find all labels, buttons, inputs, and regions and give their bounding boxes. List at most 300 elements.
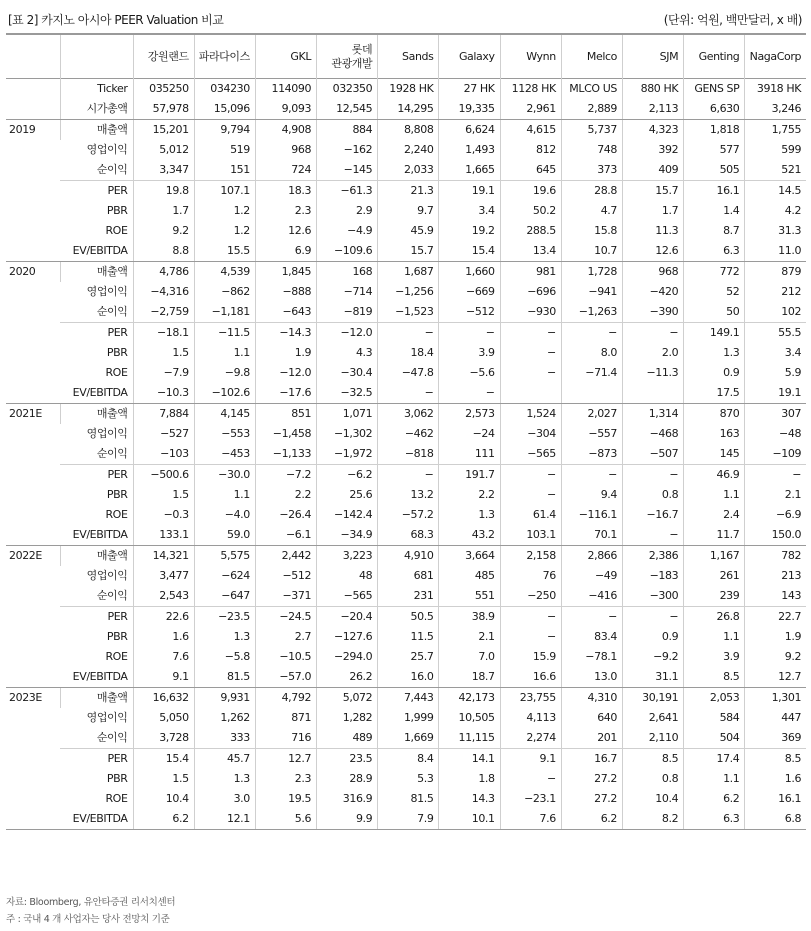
table-cell: 15.4 [133, 749, 194, 770]
table-row [6, 404, 806, 425]
table-cell: 1.3 [194, 769, 255, 789]
table-cell: −643 [255, 302, 316, 323]
year-label: 2021E [6, 404, 60, 546]
table-cell: − [500, 769, 561, 789]
row-label: PBR [106, 204, 128, 217]
table-cell: 145 [684, 444, 745, 465]
table-cell: 1,755 [745, 120, 806, 141]
table-cell: − [378, 323, 439, 344]
table-cell: 13.2 [378, 485, 439, 505]
column-header [255, 35, 316, 79]
table-cell: 57,978 [133, 99, 194, 120]
table-cell: −61.3 [317, 181, 378, 202]
table-cell: −507 [623, 444, 684, 465]
table-cell: 2.4 [684, 505, 745, 525]
table-cell: 584 [684, 708, 745, 728]
table-cell: 23,755 [500, 688, 561, 709]
table-cell: −250 [500, 586, 561, 607]
table-cell: −6.2 [317, 465, 378, 486]
table-cell: 28.8 [561, 181, 622, 202]
table-cell: 1,301 [745, 688, 806, 709]
row-label: PER [107, 752, 128, 765]
table-cell: 1.5 [133, 485, 194, 505]
table-cell: 151 [194, 160, 255, 181]
table-row [6, 201, 806, 221]
table-cell: − [500, 465, 561, 486]
table-cell: 2,113 [623, 99, 684, 120]
table-cell: − [500, 627, 561, 647]
table-cell: 18.4 [378, 343, 439, 363]
row-label: PBR [106, 772, 128, 785]
table-cell: 0.9 [623, 627, 684, 647]
table-cell: 43.2 [439, 525, 500, 546]
table-cell: 6,630 [684, 99, 745, 120]
table-cell: 681 [378, 566, 439, 586]
table-cell: 2.2 [255, 485, 316, 505]
table-cell: 2,442 [255, 546, 316, 567]
table-cell: 12.6 [255, 221, 316, 241]
table-cell: 3,246 [745, 99, 806, 120]
table-cell: 1,665 [439, 160, 500, 181]
table-cell: 1.2 [194, 201, 255, 221]
table-cell: 19.2 [439, 221, 500, 241]
row-label: ROE [105, 650, 128, 663]
table-cell: 12.7 [745, 667, 806, 688]
table-cell: −16.7 [623, 505, 684, 525]
table-row [6, 607, 806, 628]
table-cell: 3,223 [317, 546, 378, 567]
table-cell: 521 [745, 160, 806, 181]
table-cell: −14.3 [255, 323, 316, 344]
year-blank [6, 79, 60, 100]
row-label: PER [107, 610, 128, 623]
table-cell: 14,295 [378, 99, 439, 120]
table-cell: 52 [684, 282, 745, 302]
table-cell: 11.5 [378, 627, 439, 647]
row-label: 영업이익 [86, 711, 128, 724]
table-cell: −371 [255, 586, 316, 607]
table-row [6, 343, 806, 363]
row-label: PBR [106, 488, 128, 501]
table-cell: −553 [194, 424, 255, 444]
column-header [684, 35, 745, 79]
table-cell: 4.3 [317, 343, 378, 363]
table-cell: −1,263 [561, 302, 622, 323]
table-cell: −116.1 [561, 505, 622, 525]
table-cell: 3,664 [439, 546, 500, 567]
table-cell: −162 [317, 140, 378, 160]
table-cell: 716 [255, 728, 316, 749]
table-cell: − [745, 465, 806, 486]
table-cell: 14.5 [745, 181, 806, 202]
table-cell: −20.4 [317, 607, 378, 628]
table-cell: − [500, 343, 561, 363]
table-cell: 772 [684, 262, 745, 283]
table-row [6, 160, 806, 181]
table-title-bar [6, 9, 806, 29]
table-cell: −142.4 [317, 505, 378, 525]
table-cell: − [623, 465, 684, 486]
table-cell: −873 [561, 444, 622, 465]
row-label: EV/EBITDA [60, 525, 133, 546]
table-cell: 28.9 [317, 769, 378, 789]
column-header-text: Genting [698, 49, 740, 63]
table-cell: 16.6 [500, 667, 561, 688]
table-cell: 4,310 [561, 688, 622, 709]
table-cell: 3,728 [133, 728, 194, 749]
table-cell: 748 [561, 140, 622, 160]
table-cell: 15.7 [623, 181, 684, 202]
table-cell: − [439, 383, 500, 404]
table-cell: 8.0 [561, 343, 622, 363]
table-cell: 31.1 [623, 667, 684, 688]
table-cell: 15.9 [500, 647, 561, 667]
table-cell: 212 [745, 282, 806, 302]
table-cell: 1.3 [439, 505, 500, 525]
table-cell: 149.1 [684, 323, 745, 344]
table-cell: 9,794 [194, 120, 255, 141]
table-cell: 9,931 [194, 688, 255, 709]
table-cell: 12.1 [194, 809, 255, 830]
table-row [6, 647, 806, 667]
column-header [317, 35, 378, 79]
row-label: EV/EBITDA [60, 383, 133, 404]
table-row [6, 262, 806, 283]
year-label: 2020 [6, 262, 60, 404]
table-cell: −1,458 [255, 424, 316, 444]
table-cell: −294.0 [317, 647, 378, 667]
table-cell: 316.9 [317, 789, 378, 809]
table-cell: 27 HK [439, 79, 500, 100]
table-cell: 0.8 [623, 485, 684, 505]
table-cell: 13.4 [500, 241, 561, 262]
table-cell: 1,999 [378, 708, 439, 728]
table-cell: 13.0 [561, 667, 622, 688]
row-label: 순이익 [60, 160, 133, 181]
table-cell: 3.0 [194, 789, 255, 809]
table-row [6, 546, 806, 567]
table-cell: 23.5 [317, 749, 378, 770]
row-label: 시가총액 [60, 99, 133, 120]
table-cell: 9.7 [378, 201, 439, 221]
table-cell: −5.8 [194, 647, 255, 667]
table-cell: 19.6 [500, 181, 561, 202]
table-cell: 1,669 [378, 728, 439, 749]
table-cell: − [623, 607, 684, 628]
table-cell: 9.2 [133, 221, 194, 241]
table-cell: 1,262 [194, 708, 255, 728]
table-cell: 213 [745, 566, 806, 586]
table-cell: 3918 HK [745, 79, 806, 100]
table-cell: 19,335 [439, 99, 500, 120]
table-cell: 645 [500, 160, 561, 181]
table-cell: 76 [500, 566, 561, 586]
table-cell: 851 [255, 404, 316, 425]
table-cell: 16,632 [133, 688, 194, 709]
column-header [500, 35, 561, 79]
table-cell: 1928 HK [378, 79, 439, 100]
table-cell: 7,443 [378, 688, 439, 709]
table-cell: 8.2 [623, 809, 684, 830]
table-cell: 1.1 [194, 485, 255, 505]
table-cell: 812 [500, 140, 561, 160]
table-row [6, 809, 806, 830]
table-row [6, 749, 806, 770]
table-cell: 871 [255, 708, 316, 728]
table-cell: 10.4 [133, 789, 194, 809]
table-cell: −17.6 [255, 383, 316, 404]
row-label: 매출액 [60, 404, 133, 425]
column-header-text: 강원랜드 [147, 49, 189, 63]
table-title: [표 2] 카지노 아시아 PEER Valuation 비교 [8, 13, 224, 27]
table-cell: 504 [684, 728, 745, 749]
table-cell: − [561, 607, 622, 628]
table-cell: 2,866 [561, 546, 622, 567]
table-cell: 1128 HK [500, 79, 561, 100]
table-cell: 46.9 [684, 465, 745, 486]
table-row [6, 181, 806, 202]
table-cell: 1.1 [684, 769, 745, 789]
table-cell [623, 383, 684, 404]
table-cell: −0.3 [133, 505, 194, 525]
table-cell: 6.2 [684, 789, 745, 809]
table-cell: −714 [317, 282, 378, 302]
table-cell: 8.5 [684, 667, 745, 688]
row-label: 순이익 [60, 302, 133, 323]
table-cell: −11.3 [623, 363, 684, 383]
table-cell: 2.0 [623, 343, 684, 363]
table-cell: −4.0 [194, 505, 255, 525]
table-cell: −6.9 [745, 505, 806, 525]
table-cell: 2,053 [684, 688, 745, 709]
table-cell: −512 [255, 566, 316, 586]
table-cell: 1.2 [194, 221, 255, 241]
table-cell: − [561, 465, 622, 486]
table-cell: 1.5 [133, 769, 194, 789]
table-cell: 724 [255, 160, 316, 181]
table-cell: 034230 [194, 79, 255, 100]
column-header-text: GKL [290, 49, 312, 63]
table-cell: −7.2 [255, 465, 316, 486]
table-cell: 3.4 [439, 201, 500, 221]
year-blank [6, 99, 60, 120]
row-label: 매출액 [60, 546, 133, 567]
table-cell: −10.3 [133, 383, 194, 404]
table-cell: 9,093 [255, 99, 316, 120]
table-cell: 25.7 [378, 647, 439, 667]
table-cell: 485 [439, 566, 500, 586]
table-cell: 19.1 [745, 383, 806, 404]
table-cell: −862 [194, 282, 255, 302]
table-cell: 45.9 [378, 221, 439, 241]
row-label: Ticker [60, 79, 133, 100]
source-note: 자료: Bloomberg, 유안타증권 리서치센터 [6, 897, 176, 908]
table-cell: 12,545 [317, 99, 378, 120]
table-cell: 12.6 [623, 241, 684, 262]
table-cell: 4,792 [255, 688, 316, 709]
table-cell: 2.3 [255, 769, 316, 789]
table-row [6, 424, 806, 444]
table-cell: 163 [684, 424, 745, 444]
column-header [194, 35, 255, 79]
table-cell: 22.6 [133, 607, 194, 628]
table-cell: 5,050 [133, 708, 194, 728]
table-cell: −696 [500, 282, 561, 302]
table-cell: 10.1 [439, 809, 500, 830]
table-cell: 70.1 [561, 525, 622, 546]
table-row [6, 323, 806, 344]
table-cell: 7.0 [439, 647, 500, 667]
column-header [623, 35, 684, 79]
table-cell: 50 [684, 302, 745, 323]
table-cell: 2.2 [439, 485, 500, 505]
table-cell: −647 [194, 586, 255, 607]
column-header [133, 35, 194, 79]
table-cell: −1,256 [378, 282, 439, 302]
table-cell: 1,660 [439, 262, 500, 283]
table-cell: 21.3 [378, 181, 439, 202]
table-cell: −1,972 [317, 444, 378, 465]
row-label: 매출액 [60, 262, 133, 283]
table-cell: 15.8 [561, 221, 622, 241]
table-cell: 10.7 [561, 241, 622, 262]
table-cell: 45.7 [194, 749, 255, 770]
table-cell: 5,737 [561, 120, 622, 141]
table-cell: 2.9 [317, 201, 378, 221]
table-cell: 1.1 [194, 343, 255, 363]
table-cell: 1.4 [684, 201, 745, 221]
table-cell: 9.9 [317, 809, 378, 830]
table-cell: −9.8 [194, 363, 255, 383]
table-row [6, 120, 806, 141]
table-cell: 25.6 [317, 485, 378, 505]
table-cell: 1,282 [317, 708, 378, 728]
row-label: 영업이익 [86, 569, 128, 582]
table-cell: −527 [133, 424, 194, 444]
table-row [6, 465, 806, 486]
table-cell: −1,523 [378, 302, 439, 323]
table-cell: 333 [194, 728, 255, 749]
row-label: 매출액 [60, 688, 133, 709]
table-cell: 231 [378, 586, 439, 607]
table-row [6, 363, 806, 383]
table-cell: −300 [623, 586, 684, 607]
table-cell: 1.6 [133, 627, 194, 647]
table-cell: − [500, 363, 561, 383]
table-cell: 15.4 [439, 241, 500, 262]
table-cell: 3.9 [684, 647, 745, 667]
table-cell: 30,191 [623, 688, 684, 709]
table-cell: 4,908 [255, 120, 316, 141]
table-cell: 2,158 [500, 546, 561, 567]
row-label: EV/EBITDA [60, 667, 133, 688]
column-header [561, 35, 622, 79]
table-row [6, 586, 806, 607]
table-cell: −30.0 [194, 465, 255, 486]
table-cell: −12.0 [317, 323, 378, 344]
table-cell: 6.2 [561, 809, 622, 830]
table-cell: 577 [684, 140, 745, 160]
row-label: 순이익 [60, 586, 133, 607]
table-cell: − [378, 465, 439, 486]
row-label: 순이익 [60, 444, 133, 465]
year-label: 2023E [6, 688, 60, 830]
footnote: 주 : 국내 4 개 사업자는 당사 전망치 기준 [6, 914, 170, 925]
column-header-text: Wynn [526, 49, 556, 63]
table-cell: −109 [745, 444, 806, 465]
table-cell: 2,033 [378, 160, 439, 181]
table-cell: 1,071 [317, 404, 378, 425]
table-cell: 6,624 [439, 120, 500, 141]
table-cell: 201 [561, 728, 622, 749]
table-cell: −930 [500, 302, 561, 323]
table-cell: 81.5 [194, 667, 255, 688]
table-cell: 1.5 [133, 343, 194, 363]
table-cell: 8,808 [378, 120, 439, 141]
table-cell: 1.3 [684, 343, 745, 363]
table-cell: 5,575 [194, 546, 255, 567]
table-cell: 519 [194, 140, 255, 160]
table-cell: 870 [684, 404, 745, 425]
table-cell: 1.1 [684, 627, 745, 647]
table-cell: 032350 [317, 79, 378, 100]
table-cell: −420 [623, 282, 684, 302]
row-label: ROE [105, 366, 128, 379]
table-cell: −1,181 [194, 302, 255, 323]
table-cell: 782 [745, 546, 806, 567]
table-cell: 19.1 [439, 181, 500, 202]
table-cell: −941 [561, 282, 622, 302]
table-cell: −78.1 [561, 647, 622, 667]
table-cell: 14.3 [439, 789, 500, 809]
column-header-text: 관광개발 [331, 56, 373, 70]
table-cell: 27.2 [561, 769, 622, 789]
header-blank [60, 35, 133, 79]
column-header [439, 35, 500, 79]
column-header-text: 롯데 [351, 42, 373, 56]
table-cell: 2,386 [623, 546, 684, 567]
table-cell: 0.8 [623, 769, 684, 789]
table-cell: 3.9 [439, 343, 500, 363]
table-cell: −32.5 [317, 383, 378, 404]
year-label: 2022E [6, 546, 60, 688]
table-cell: 26.2 [317, 667, 378, 688]
table-cell: 2,240 [378, 140, 439, 160]
table-cell: 59.0 [194, 525, 255, 546]
table-cell: 1,728 [561, 262, 622, 283]
row-label: 순이익 [60, 728, 133, 749]
table-cell: 19.5 [255, 789, 316, 809]
table-cell: 1.9 [745, 627, 806, 647]
table-cell: 10,505 [439, 708, 500, 728]
table-cell: 50.2 [500, 201, 561, 221]
table-cell: − [561, 323, 622, 344]
table-cell: −11.5 [194, 323, 255, 344]
table-cell: −127.6 [317, 627, 378, 647]
table-cell: − [500, 607, 561, 628]
row-label: 영업이익 [86, 143, 128, 156]
table-cell: − [439, 323, 500, 344]
table-cell: −4,316 [133, 282, 194, 302]
table-cell: 1,818 [684, 120, 745, 141]
table-cell: 42,173 [439, 688, 500, 709]
table-cell: MLCO US [561, 79, 622, 100]
table-cell: −468 [623, 424, 684, 444]
table-cell [500, 383, 561, 404]
table-cell: −102.6 [194, 383, 255, 404]
column-header-text: SJM [659, 49, 679, 63]
table-cell: 968 [255, 140, 316, 160]
